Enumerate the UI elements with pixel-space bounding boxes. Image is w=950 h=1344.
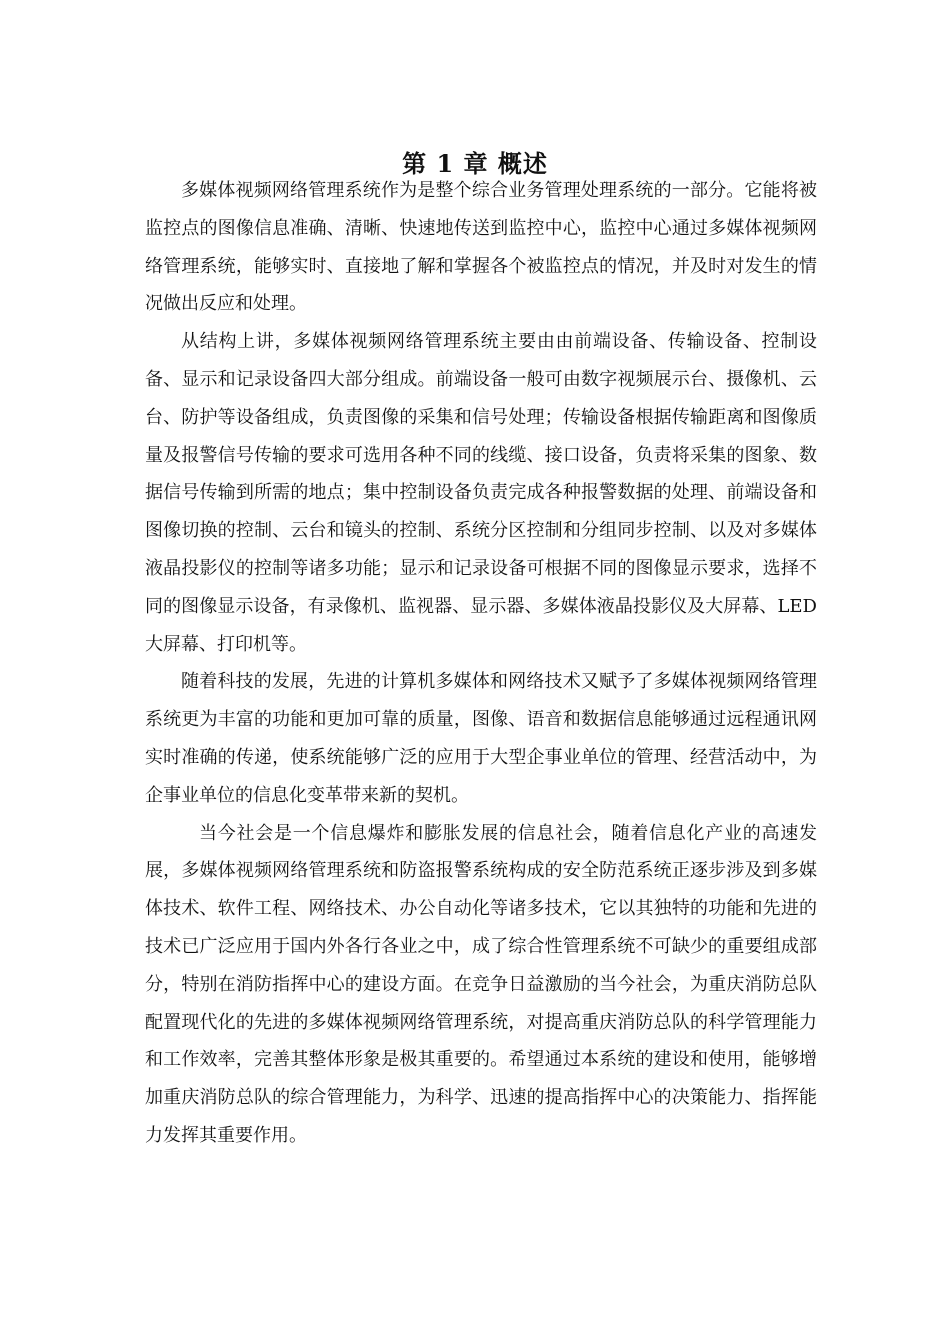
paragraph-structure: 从结构上讲，多媒体视频网络管理系统主要由由前端设备、传输设备、控制设备、显示和记录设备四大部分组成。前端设备一般可由数字视频展示台、摄像机、云台、防护等设备组成，负责图像的采集和信号处理；传输设备根据传输距离和图像质量及报警信号传输的要求可选用各种不同的线缆、接口设备，负责将采集的图象、数据信号传输到所需的地点；集中控制设备负责完成各种报警数据的处理、前端设备和图像切换的控制、云台和镜头的控制、系统分区控制和分组同步控制、以及对多媒体液晶投影仪的控制等诸多功能；显示和记录设备可根据不同的图像显示要求，选择不同的图像显示设备，有录像机、监视器、显示器、多媒体液晶投影仪及大屏幕、LED 大屏幕、打印机等。 xyxy=(145,331,817,655)
paragraph-society: 当今社会是一个信息爆炸和膨胀发展的信息社会，随着信息化产业的高速发展，多媒体视频网络管理系统和防盗报警系统构成的安全防范系统正逐步涉及到多媒体技术、软件工程、网络技术、办公自动化等诸多技术，它以其独特的功能和先进的技术已广泛应用于国内外各行各业之中，成了综合性管理系统不可缺少的重要组成部分，特别在消防指挥中心的建设方面。在竞争日益激励的当今社会，为重庆消防总队配置现代化的先进的多媒体视频网络管理系统，对提高重庆消防总队的科学管理能力和工作效率，完善其整体形象是极其重要的。希望通过本系统的建设和使用，能够增加重庆消防总队的综合管理能力，为科学、迅速的提高指挥中心的决策能力、指挥能力发挥其重要作用。 xyxy=(145,822,817,1146)
paragraph-overview: 多媒体视频网络管理系统作为是整个综合业务管理处理系统的一部分。它能将被监控点的图像信息准确、清晰、快速地传送到监控中心，监控中心通过多媒体视频网络管理系统，能够实时、直接地了解和掌握各个被监控点的情况，并及时对发生的情况做出反应和处理。 xyxy=(145,180,817,315)
chapter-body xyxy=(145,172,817,1155)
paragraph-technology: 随着科技的发展，先进的计算机多媒体和网络技术又赋予了多媒体视频网络管理系统更为丰富的功能和更加可靠的质量，图像、语音和数据信息能够通过远程通讯网实时准确的传递，使系统能够广泛的应用于大型企事业单位的管理、经营活动中，为企事业单位的信息化变革带来新的契机。 xyxy=(145,671,817,806)
chapter-title: 第 1 章 概述 xyxy=(402,149,548,179)
